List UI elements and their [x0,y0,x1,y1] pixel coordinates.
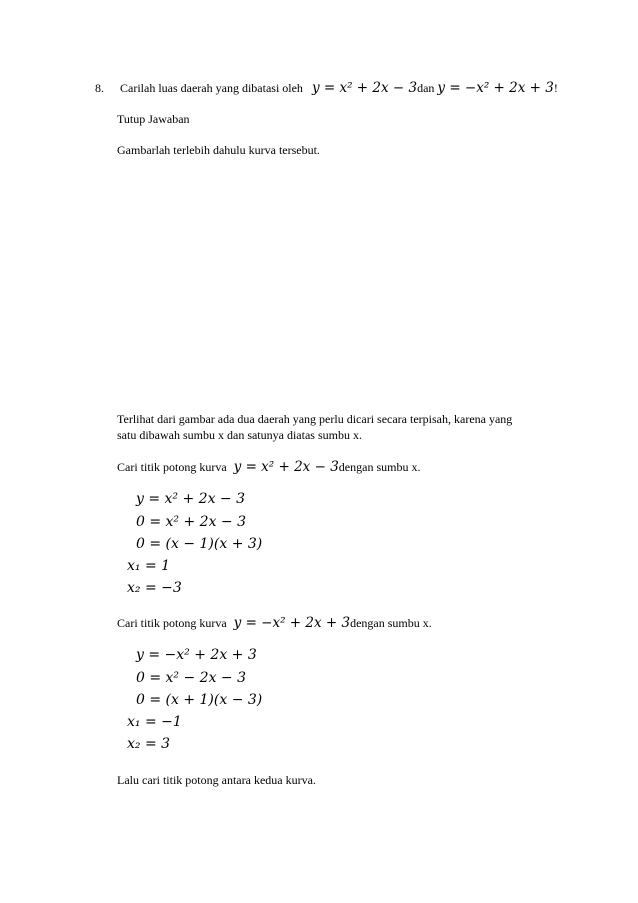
step1-heading [117,459,420,475]
problem-eq2: y = −x² + 2x + 3 [437,80,554,96]
step2-suffix: dengan sumbu x. [350,616,432,630]
step2-eq-line: y = −x² + 2x + 3 [136,647,257,663]
step2-heading [117,615,432,631]
step2-eq-line: x₁ = −1 [127,714,182,730]
step1-eq-line: 0 = x² + 2x − 3 [136,514,247,530]
step1-suffix: dengan sumbu x. [338,460,421,474]
explain-line-1: Terlihat dari gambar ada dua daerah yang perlu dicari secara terpisah, karena yang [117,412,513,426]
problem-statement [95,80,558,96]
step1-eq-line: y = x² + 2x − 3 [136,491,246,507]
step2-eq-line: 0 = (x + 1)(x − 3) [136,692,263,708]
step1-eq-line: 0 = (x − 1)(x + 3) [136,536,263,552]
step1-curve: y = x² + 2x − 3 [233,459,339,475]
problem-number: 8. [95,81,104,95]
step1-eq-line: x₂ = −3 [127,580,182,596]
problem-conj: dan [417,81,435,95]
hide-answer-link[interactable]: Tutup Jawaban [117,112,190,126]
step2-eq-line: 0 = x² − 2x − 3 [136,670,247,686]
step2-curve: y = −x² + 2x + 3 [233,615,351,631]
step2-prefix: Cari titik potong kurva [117,616,227,630]
graph-area [117,170,537,400]
problem-text: Carilah luas daerah yang dibatasi oleh [120,81,303,95]
step2-eq-line: x₂ = 3 [127,736,171,752]
step1-eq-line: x₁ = 1 [127,558,171,574]
explain-line-2: satu dibawah sumbu x dan satunya diatas sumbu x. [117,428,362,442]
problem-end: ! [553,81,558,95]
final-note: Lalu cari titik potong antara kedua kurva. [117,773,316,787]
step1-prefix: Cari titik potong kurva [117,460,227,474]
draw-instruction: Gambarlah terlebih dahulu kurva tersebut. [117,143,320,157]
problem-eq1: y = x² + 2x − 3 [311,80,418,96]
